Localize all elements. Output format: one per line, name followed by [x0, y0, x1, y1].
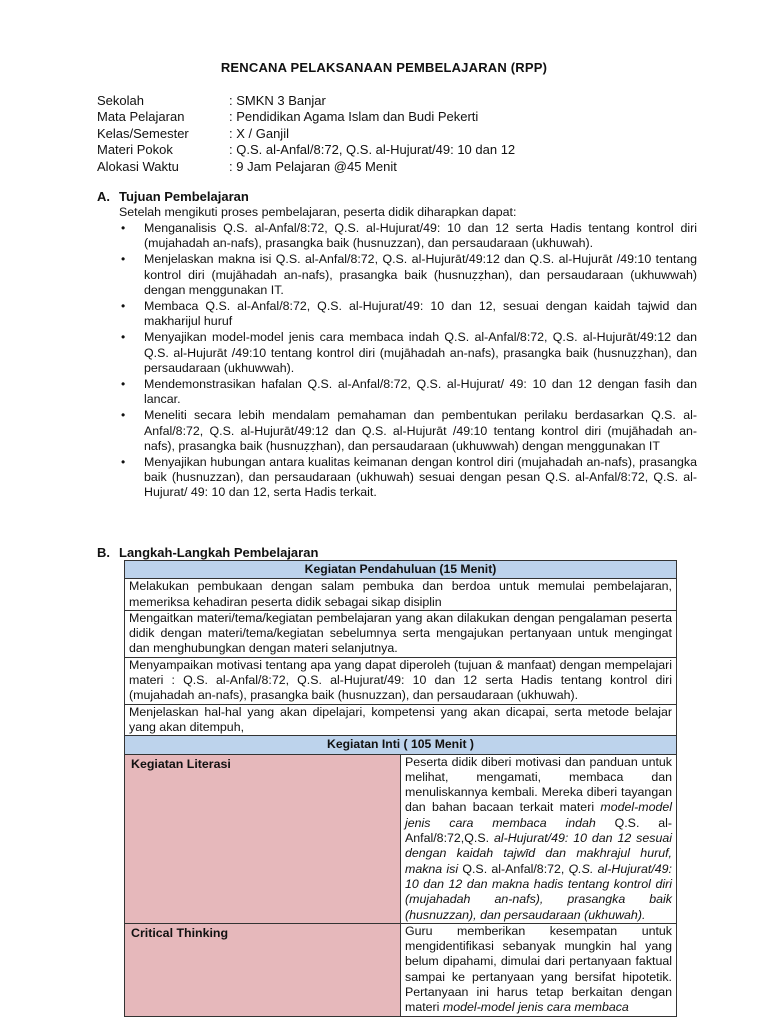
identity-label: Sekolah [97, 93, 144, 108]
objective-text: Menganalisis Q.S. al-Anfal/8:72, Q.S. al-Hujurat/49: 10 dan 12 serta Hadis tentang kontrol diri (mujahadah an-nafs), prasangka baik (husnuzzan), dan persaudaraan (ukhuwah). [144, 221, 697, 251]
table-row [125, 754, 677, 923]
table-row [125, 610, 677, 657]
literasi-italic: al-Hujurat/49: 10 dan 12 sesuai dengan kaidah tajwīd dan makhrajul huruf, makna isi [405, 831, 672, 876]
identity-value: : SMKN 3 Banjar [229, 93, 326, 108]
objective-text: Mendemonstrasikan hafalan Q.S. al-Anfal/8:72, Q.S. al-Hujurat/ 49: 10 dan 12 dengan fasih dan lancar. [144, 377, 697, 407]
section-learning-objectives [97, 188, 697, 502]
identity-label: Alokasi Waktu [97, 158, 179, 174]
literasi-text: Q.S. al-Anfal/8:72, [458, 861, 569, 876]
bullet-icon: • [121, 330, 126, 345]
bullet-icon: • [121, 299, 126, 314]
literasi-content [401, 754, 677, 923]
identity-row-subject [97, 109, 515, 125]
objective-text: Menyajikan model-model jenis cara membaca indah Q.S. al-Anfal/8:72, Q.S. al-Hujurāt/49:12 dan Q.S. al-Hujurāt /49:10 tentang kontrol diri (mujāhadah an-nafs), prasangka baik (husnuẓẓhan), dan persaudaraan (ukhuwwah). [144, 330, 697, 375]
identity-label: Materi Pokok [97, 142, 173, 158]
pendahuluan-step: Mengaitkan materi/tema/kegiatan pembelajaran yang akan dilakukan dengan pengalaman peserta didik dengan materi/tema/kegiatan sebelumnya serta mengajukan pertanyaan untuk mengingat dan menghubungkan dengan materi selanjutnya. [125, 610, 677, 657]
critical-thinking-label: Critical Thinking [125, 923, 401, 1016]
table-row [125, 704, 677, 736]
bullet-icon: • [121, 408, 126, 423]
objectives-list [119, 221, 697, 501]
identity-label: Kelas/Semester [97, 125, 189, 141]
bullet-icon: • [121, 252, 126, 267]
list-item [119, 330, 697, 376]
table-row [125, 657, 677, 704]
identity-row-topic [97, 142, 515, 158]
inti-header: Kegiatan Inti ( 105 Menit ) [125, 736, 677, 754]
table-row [125, 561, 677, 579]
objective-text: Membaca Q.S. al-Anfal/8:72, Q.S. al-Hujurat/49: 10 dan 12, sesuai dengan kaidah tajwid dan makharijul huruf [144, 299, 697, 329]
section-a-intro: Setelah mengikuti proses pembelajaran, peserta didik diharapkan dapat: [119, 205, 517, 219]
critical-thinking-content [401, 923, 677, 1016]
section-b-heading [97, 544, 318, 561]
list-item [119, 299, 697, 329]
bullet-icon: • [121, 221, 126, 235]
list-item [119, 455, 697, 501]
identity-row-class [97, 126, 515, 142]
literasi-text: Q.S. al-Anfal/8:72,Q.S. [405, 815, 672, 846]
section-letter: B. [97, 545, 110, 560]
pendahuluan-step: Melakukan pembukaan dengan salam pembuka dan berdoa untuk memulai pembelajaran, memeriksa kehadiran peserta didik sebagai sikap disiplin [125, 579, 677, 611]
table-row [125, 579, 677, 611]
section-a-heading [97, 188, 697, 205]
identity-label: Mata Pelajaran [97, 109, 185, 125]
section-letter: A. [97, 189, 110, 204]
list-item [119, 408, 697, 454]
section-title: Tujuan Pembelajaran [119, 189, 249, 204]
bullet-icon: • [121, 455, 126, 470]
identity-value: : Pendidikan Agama Islam dan Budi Pekerti [229, 109, 479, 125]
pendahuluan-step: Menyampaikan motivasi tentang apa yang dapat diperoleh (tujuan & manfaat) dengan mempelajari materi : Q.S. al-Anfal/8:72, Q.S. al-Hujurat/49: 10 dan 12 serta Hadis tentang kontrol diri (mujahadah an-nafs), prasangka baik (husnuzzan), dan persaudaraan (ukhuwah). [125, 657, 677, 704]
literasi-text: Peserta didik diberi motivasi dan panduan untuk melihat, mengamati, membaca dan menuliskannya kembali. Mereka diberi tayangan dan bahan bacaan terkait materi [405, 754, 672, 815]
literasi-italic: model-model jenis cara membaca indah [405, 800, 672, 830]
identity-value: : Q.S. al-Anfal/8:72, Q.S. al-Hujurat/49: 10 dan 12 [229, 142, 516, 158]
objective-text: Menyajikan hubungan antara kualitas keimanan dengan kontrol diri (mujahadah an-nafs), prasangka baik (husnuzzan), dan persaudaraan (ukhuwah) sesuai dengan pesan Q.S. al-Anfal/8:72, Q.S. al-Hujurat/ 49: 10 dan 12, serta Hadis terkait. [144, 455, 697, 500]
table-row [125, 736, 677, 754]
list-item [119, 221, 697, 251]
identity-block [97, 93, 515, 175]
list-item [119, 252, 697, 298]
list-item [119, 377, 697, 407]
critical-text: Guru memberikan kesempatan untuk mengidentifikasi sebanyak mungkin hal yang belum dipahami, dimulai dari pertanyaan faktual sampai ke pertanyaan yang bersifat hipotetik. Pertanyaan ini harus tetap berkaitan dengan materi [405, 923, 672, 1015]
identity-row-school [97, 93, 515, 109]
bullet-icon: • [121, 377, 126, 392]
objective-text: Menjelaskan makna isi Q.S. al-Anfal/8:72, Q.S. al-Hujurāt/49:12 dan Q.S. al-Hujurāt /49:10 tentang kontrol diri (mujāhadah an-nafs), prasangka baik (husnuẓẓhan), dan persaudaraan (ukhuwwah) dengan menggunakan IT. [144, 252, 697, 297]
pendahuluan-header: Kegiatan Pendahuluan (15 Menit) [125, 561, 677, 579]
pendahuluan-step: Menjelaskan hal-hal yang akan dipelajari, kompetensi yang akan dicapai, serta metode belajar yang akan ditempuh, [125, 704, 677, 736]
section-title: Langkah-Langkah Pembelajaran [119, 545, 319, 560]
document-title: RENCANA PELAKSANAAN PEMBELAJARAN (RPP) [220, 60, 548, 75]
learning-steps-table [124, 560, 677, 1017]
literasi-label: Kegiatan Literasi [125, 754, 401, 923]
literasi-italic: Q.S. al-Hujurat/49: 10 dan 12 dan makna hadis tentang kontrol diri (mujahadah an-nafs), prasangka baik (husnuzzan), dan persaudaraan (ukhuwah). [405, 861, 672, 922]
identity-value: : X / Ganjil [229, 125, 289, 141]
table-row [125, 923, 677, 1016]
identity-row-time [97, 159, 515, 175]
objective-text: Meneliti secara lebih mendalam pemahaman dan pembentukan perilaku berdasarkan Q.S. al-Anfal/8:72, Q.S. al-Hujurāt/49:12 dan Q.S. al-Hujurāt /49:10 tentang kontrol diri (mujāhadah an-nafs), prasangka baik (husnuẓẓhan), dan persaudaraan (ukhuwwah) dengan menggunakan IT [144, 408, 697, 453]
critical-italic: model-model jenis cara membaca [442, 1000, 629, 1015]
identity-value: : 9 Jam Pelajaran @45 Menit [229, 158, 397, 174]
